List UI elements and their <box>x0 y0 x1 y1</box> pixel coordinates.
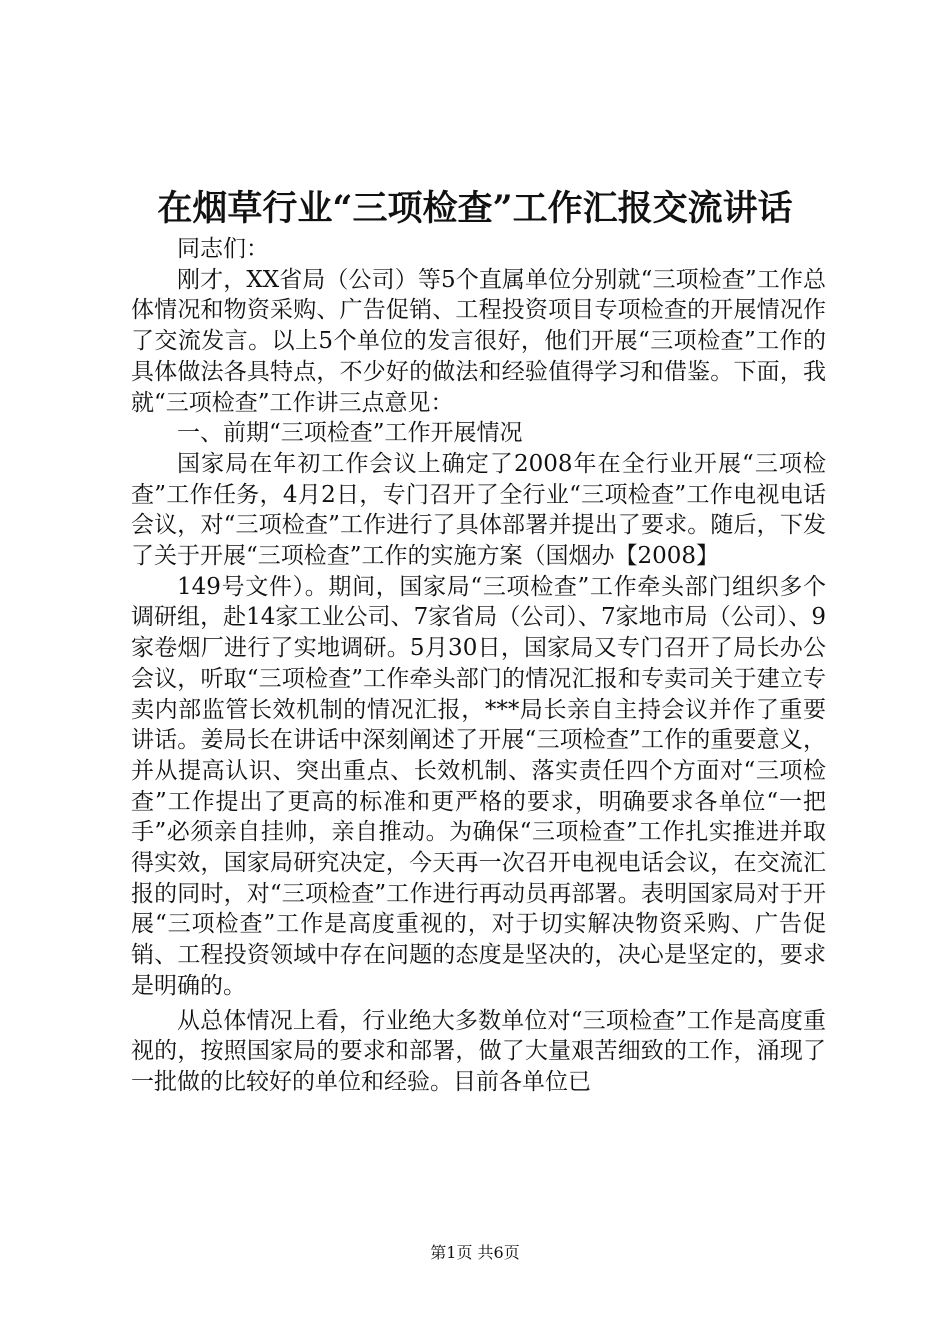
document-body <box>131 234 826 1098</box>
body-paragraph: 从总体情况上看，行业绝大多数单位对“三项检查”工作是高度重视的，按照国家局的要求和部署，做了大量艰苦细致的工作，涌现了一批做的比较好的单位和经验。目前各单位已 <box>131 1007 826 1095</box>
body-paragraph: 149号文件）。期间，国家局“三项检查”工作牵头部门组织多个调研组，赴14家工业公司、7家省局（公司）、7家地市局（公司）、9家卷烟厂进行了实地调研。5月30日，国家局又专门召开了局长办公会议，听取“三项检查”工作牵头部门的情况汇报和专卖司关于建立专卖内部监管长效机制的情况汇报，***局长亲自主持会议并作了重要讲话。姜局长在讲话中深刻阐述了开展“三项检查”工作的重要意义，并从提高认识、突出重点、长效机制、落实责任四个方面对“三项检查”工作提出了更高的标准和更严格的要求，明确要求各单位“一把手”必须亲自挂帅，亲自推动。为确保“三项检查”工作扎实推进并取得实效，国家局研究决定，今天再一次召开电视电话会议，在交流汇报的同时，对“三项检查”工作进行再动员再部署。表明国家局对于开展“三项检查”工作是高度重视的，对于切实解决物资采购、广告促销、工程投资领域中存在问题的态度是坚决的，决心是坚定的，要求是明确的。 <box>131 573 826 999</box>
body-paragraph: 国家局在年初工作会议上确定了2008年在全行业开展“三项检查”工作任务，4月2日，专门召开了全行业“三项检查”工作电视电话会议，对“三项检查”工作进行了具体部署并提出了要求。随后，下发了关于开展“三项检查”工作的实施方案（国烟办【2008】 <box>131 450 826 570</box>
page-footer: 第1页 共6页 <box>430 1243 520 1262</box>
section-heading: 一、前期“三项检查”工作开展情况 <box>177 420 523 447</box>
salutation-paragraph: 同志们： <box>177 236 269 262</box>
document-title: 在烟草行业“三项检查”工作汇报交流讲话 <box>157 188 793 229</box>
intro-paragraph: 刚才，XX省局（公司）等5个直属单位分别就“三项检查”工作总体情况和物资采购、广告促销、工程投资项目专项检查的开展情况作了交流发言。以上5个单位的发言很好，他们开展“三项检查”工作的具体做法各具特点，不少好的做法和经验值得学习和借鉴。下面，我就“三项检查”工作讲三点意见： <box>131 266 826 416</box>
